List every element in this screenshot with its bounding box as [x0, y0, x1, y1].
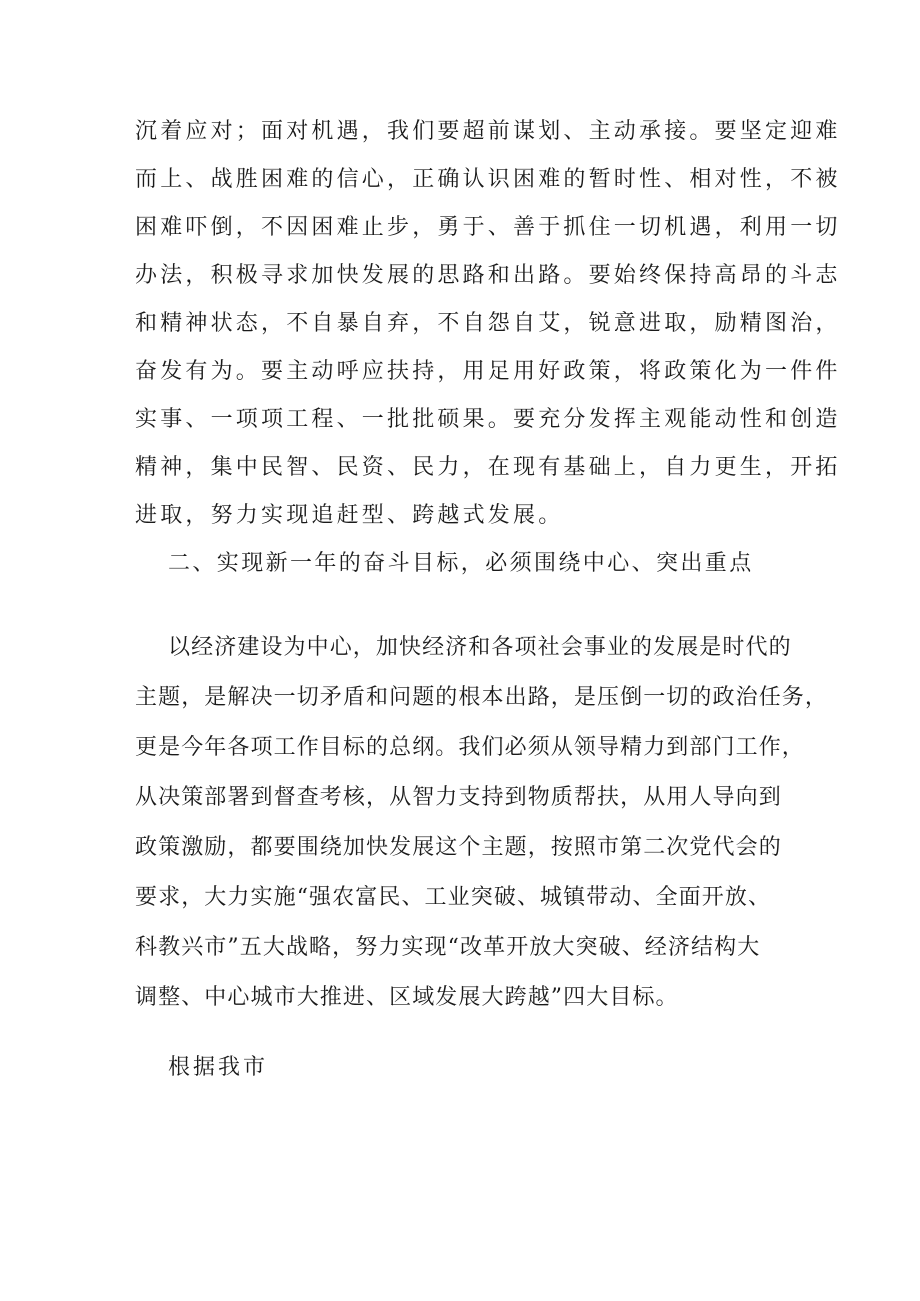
paragraph-1-line: 困难吓倒，不因困难止步，勇于、善于抓住一切机遇，利用一切 [135, 215, 841, 240]
paragraph-2-line: 更是今年各项工作目标的总纲。我们必须从领导精力到部门工作， [135, 735, 805, 760]
paragraph-2-line: 主题，是解决一切矛盾和问题的根本出路，是压倒一切的政治任务， [135, 685, 829, 710]
paragraph-2-line: 科教兴市”五大战略，努力实现“改革开放大突破、经济结构大 [135, 935, 761, 960]
paragraph-1-line: 办法，积极寻求加快发展的思路和出路。要始终保持高昂的斗志 [135, 263, 841, 288]
paragraph-1-line: 精神，集中民智、民资、民力，在现有基础上，自力更生，开拓 [135, 455, 841, 480]
paragraph-2-line: 调整、中心城市大推进、区域发展大跨越”四大目标。 [135, 985, 679, 1010]
paragraph-1-line: 进取，努力实现追赶型、跨越式发展。 [135, 503, 564, 528]
paragraph-1-line: 奋发有为。要主动呼应扶持，用足用好政策，将政策化为一件件 [135, 359, 841, 384]
paragraph-1-line: 而上、战胜困难的信心，正确认识困难的暂时性、相对性，不被 [135, 167, 841, 192]
paragraph-2-line: 从决策部署到督查考核，从智力支持到物质帮扶，从用人导向到 [135, 785, 782, 810]
paragraph-1-line: 沉着应对；面对机遇，我们要超前谋划、主动承接。要坚定迎难 [135, 119, 841, 144]
paragraph-2-line: 以经济建设为中心，加快经济和各项社会事业的发展是时代的 [168, 635, 792, 660]
paragraph-3-fragment: 根据我市 [168, 1055, 269, 1080]
paragraph-1-line: 和精神状态，不自暴自弃，不自怨自艾，锐意进取，励精图治， [135, 311, 841, 336]
paragraph-2-line: 政策激励，都要围绕加快发展这个主题，按照市第二次党代会的 [135, 835, 782, 860]
paragraph-1-line: 实事、一项项工程、一批批硕果。要充分发挥主观能动性和创造 [135, 407, 841, 432]
section-heading: 二、实现新一年的奋斗目标，必须围绕中心、突出重点 [168, 551, 754, 576]
paragraph-2-line: 要求，大力实施“强农富民、工业突破、城镇带动、全面开放、 [135, 885, 772, 910]
